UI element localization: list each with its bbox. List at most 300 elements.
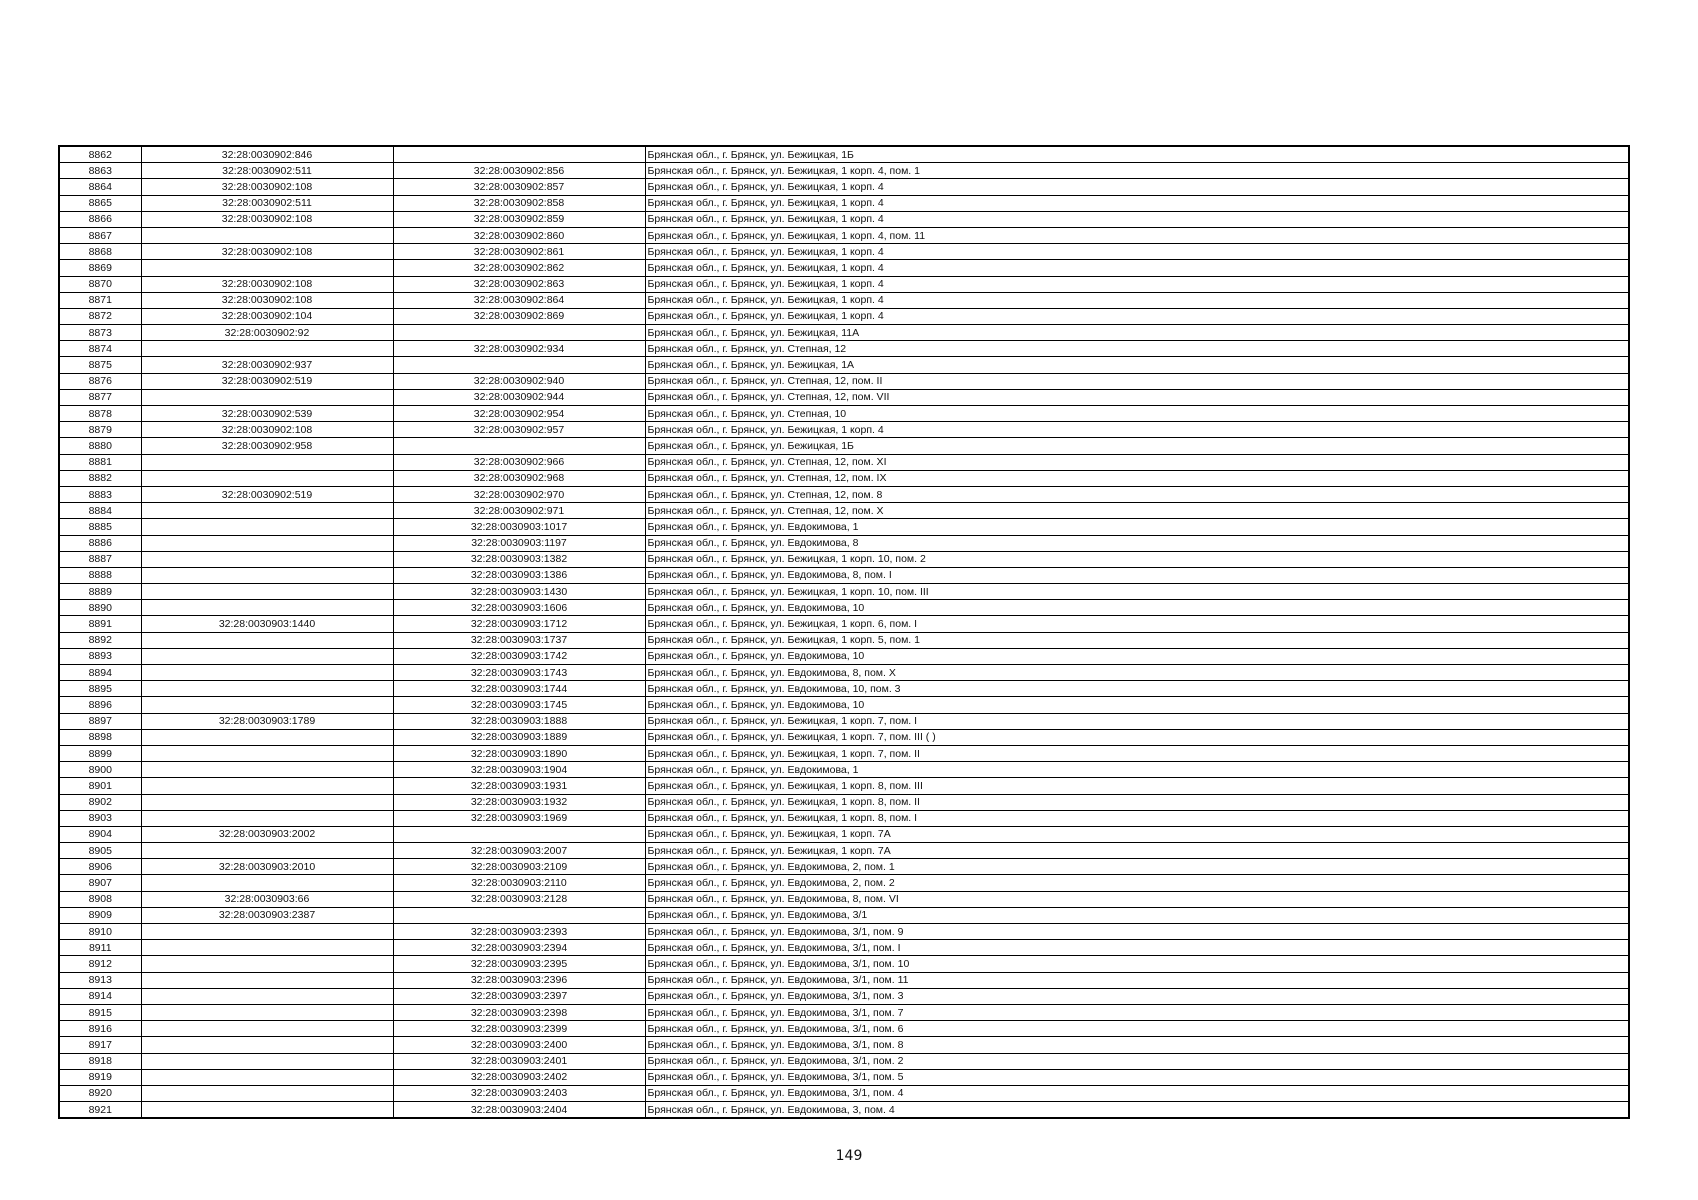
premises-cadastral-number-cell: 32:28:0030903:1931 [393,778,645,794]
address-cell: Брянская обл., г. Брянск, ул. Бежицкая, 1 корп. 4 [645,308,1629,324]
premises-cadastral-number-cell: 32:28:0030902:944 [393,389,645,405]
row-number-cell: 8868 [59,244,141,260]
table-row [59,373,1629,389]
table-row [59,697,1629,713]
premises-cadastral-number-cell: 32:28:0030903:2007 [393,843,645,859]
table-row [59,859,1629,875]
address-cell: Брянская обл., г. Брянск, ул. Евдокимова, 3/1, пом. I [645,940,1629,956]
table-row [59,810,1629,826]
table-row [59,195,1629,211]
table-row [59,551,1629,567]
address-cell: Брянская обл., г. Брянск, ул. Евдокимова, 8 [645,535,1629,551]
cadastral-number-cell [141,940,393,956]
address-cell: Брянская обл., г. Брянск, ул. Евдокимова, 3/1, пом. 10 [645,956,1629,972]
cadastral-number-cell [141,567,393,583]
cadastral-number-cell [141,600,393,616]
address-cell: Брянская обл., г. Брянск, ул. Степная, 12, пом. X [645,503,1629,519]
address-cell: Брянская обл., г. Брянск, ул. Бежицкая, 1 корп. 4 [645,179,1629,195]
cadastral-number-cell [141,810,393,826]
row-number-cell: 8903 [59,810,141,826]
address-cell: Брянская обл., г. Брянск, ул. Степная, 10 [645,406,1629,422]
row-number-cell: 8874 [59,341,141,357]
cadastral-number-cell: 32:28:0030902:511 [141,163,393,179]
cadastral-number-cell [141,681,393,697]
premises-cadastral-number-cell: 32:28:0030902:860 [393,227,645,243]
address-cell: Брянская обл., г. Брянск, ул. Степная, 12, пом. 8 [645,486,1629,502]
table-row [59,1053,1629,1069]
row-number-cell: 8906 [59,859,141,875]
cadastral-number-cell [141,260,393,276]
table-row [59,325,1629,341]
address-cell: Брянская обл., г. Брянск, ул. Евдокимова, 8, пом. VI [645,891,1629,907]
cadastral-number-cell [141,956,393,972]
cadastral-number-cell [141,632,393,648]
cadastral-number-cell: 32:28:0030903:66 [141,891,393,907]
row-number-cell: 8898 [59,729,141,745]
address-cell: Брянская обл., г. Брянск, ул. Степная, 12, пом. VII [645,389,1629,405]
table-row [59,389,1629,405]
table-row [59,648,1629,664]
row-number-cell: 8895 [59,681,141,697]
address-cell: Брянская обл., г. Брянск, ул. Евдокимова, 3, пом. 4 [645,1102,1629,1119]
table-row [59,584,1629,600]
table-row [59,794,1629,810]
premises-cadastral-number-cell: 32:28:0030903:1745 [393,697,645,713]
row-number-cell: 8909 [59,907,141,923]
address-cell: Брянская обл., г. Брянск, ул. Бежицкая, 1 корп. 8, пом. III [645,778,1629,794]
premises-cadastral-number-cell: 32:28:0030902:864 [393,292,645,308]
cadastral-number-cell: 32:28:0030902:519 [141,373,393,389]
premises-cadastral-number-cell: 32:28:0030902:856 [393,163,645,179]
cadastral-number-cell: 32:28:0030902:958 [141,438,393,454]
premises-cadastral-number-cell: 32:28:0030903:1744 [393,681,645,697]
table-row [59,276,1629,292]
row-number-cell: 8893 [59,648,141,664]
cadastral-number-cell [141,470,393,486]
premises-cadastral-number-cell: 32:28:0030902:940 [393,373,645,389]
table-row [59,260,1629,276]
row-number-cell: 8879 [59,422,141,438]
cadastral-number-cell [141,1021,393,1037]
premises-cadastral-number-cell: 32:28:0030903:2404 [393,1102,645,1119]
row-number-cell: 8866 [59,211,141,227]
cadastral-number-cell: 32:28:0030902:108 [141,276,393,292]
premises-cadastral-number-cell: 32:28:0030903:1969 [393,810,645,826]
address-cell: Брянская обл., г. Брянск, ул. Евдокимова, 2, пом. 2 [645,875,1629,891]
row-number-cell: 8869 [59,260,141,276]
address-cell: Брянская обл., г. Брянск, ул. Евдокимова, 3/1, пом. 5 [645,1069,1629,1085]
table-row [59,535,1629,551]
table-row [59,665,1629,681]
row-number-cell: 8876 [59,373,141,389]
table-row [59,1085,1629,1101]
premises-cadastral-number-cell: 32:28:0030903:2109 [393,859,645,875]
cadastral-number-cell [141,1085,393,1101]
premises-cadastral-number-cell [393,146,645,163]
address-cell: Брянская обл., г. Брянск, ул. Евдокимова, 1 [645,519,1629,535]
cadastral-number-cell [141,1069,393,1085]
address-cell: Брянская обл., г. Брянск, ул. Бежицкая, 1Б [645,438,1629,454]
table-row [59,244,1629,260]
cadastral-number-cell: 32:28:0030902:104 [141,308,393,324]
cadastral-number-cell: 32:28:0030902:108 [141,422,393,438]
premises-cadastral-number-cell: 32:28:0030902:869 [393,308,645,324]
row-number-cell: 8905 [59,843,141,859]
cadastral-number-cell [141,227,393,243]
table-row [59,713,1629,729]
row-number-cell: 8902 [59,794,141,810]
cadastral-number-cell [141,794,393,810]
row-number-cell: 8919 [59,1069,141,1085]
table-row [59,179,1629,195]
cadastral-number-cell [141,551,393,567]
address-cell: Брянская обл., г. Брянск, ул. Степная, 12 [645,341,1629,357]
premises-cadastral-number-cell: 32:28:0030903:2394 [393,940,645,956]
table-row [59,778,1629,794]
address-cell: Брянская обл., г. Брянск, ул. Бежицкая, 1 корп. 4 [645,244,1629,260]
address-cell: Брянская обл., г. Брянск, ул. Евдокимова, 10, пом. 3 [645,681,1629,697]
cadastral-number-cell [141,778,393,794]
address-cell: Брянская обл., г. Брянск, ул. Бежицкая, 1А [645,357,1629,373]
row-number-cell: 8899 [59,745,141,761]
cadastral-number-cell [141,762,393,778]
premises-cadastral-number-cell: 32:28:0030902:934 [393,341,645,357]
address-cell: Брянская обл., г. Брянск, ул. Евдокимова, 3/1, пом. 9 [645,924,1629,940]
registry-table [58,145,1630,1119]
address-cell: Брянская обл., г. Брянск, ул. Бежицкая, 1 корп. 10, пом. 2 [645,551,1629,567]
premises-cadastral-number-cell: 32:28:0030902:863 [393,276,645,292]
premises-cadastral-number-cell: 32:28:0030903:1386 [393,567,645,583]
row-number-cell: 8913 [59,972,141,988]
table-row [59,972,1629,988]
row-number-cell: 8914 [59,988,141,1004]
address-cell: Брянская обл., г. Брянск, ул. Евдокимова, 3/1, пом. 8 [645,1037,1629,1053]
table-row [59,616,1629,632]
table-row [59,891,1629,907]
cadastral-number-cell [141,988,393,1004]
address-cell: Брянская обл., г. Брянск, ул. Бежицкая, 1 корп. 7А [645,826,1629,842]
premises-cadastral-number-cell: 32:28:0030903:1712 [393,616,645,632]
cadastral-number-cell: 32:28:0030902:937 [141,357,393,373]
table-row [59,826,1629,842]
premises-cadastral-number-cell: 32:28:0030903:2393 [393,924,645,940]
cadastral-number-cell [141,745,393,761]
address-cell: Брянская обл., г. Брянск, ул. Бежицкая, 1 корп. 8, пом. II [645,794,1629,810]
premises-cadastral-number-cell: 32:28:0030902:966 [393,454,645,470]
premises-cadastral-number-cell: 32:28:0030902:954 [393,406,645,422]
row-number-cell: 8916 [59,1021,141,1037]
cadastral-number-cell [141,1037,393,1053]
premises-cadastral-number-cell: 32:28:0030903:1743 [393,665,645,681]
cadastral-number-cell [141,389,393,405]
row-number-cell: 8920 [59,1085,141,1101]
premises-cadastral-number-cell: 32:28:0030902:968 [393,470,645,486]
cadastral-number-cell [141,1053,393,1069]
table-row [59,470,1629,486]
row-number-cell: 8918 [59,1053,141,1069]
cadastral-number-cell: 32:28:0030902:108 [141,244,393,260]
row-number-cell: 8901 [59,778,141,794]
address-cell: Брянская обл., г. Брянск, ул. Бежицкая, 11А [645,325,1629,341]
row-number-cell: 8911 [59,940,141,956]
cadastral-number-cell: 32:28:0030902:108 [141,179,393,195]
cadastral-number-cell: 32:28:0030903:1789 [141,713,393,729]
premises-cadastral-number-cell: 32:28:0030903:2398 [393,1004,645,1020]
premises-cadastral-number-cell: 32:28:0030903:1742 [393,648,645,664]
cadastral-number-cell [141,1004,393,1020]
premises-cadastral-number-cell [393,325,645,341]
cadastral-number-cell [141,924,393,940]
table-row [59,163,1629,179]
premises-cadastral-number-cell: 32:28:0030902:859 [393,211,645,227]
address-cell: Брянская обл., г. Брянск, ул. Бежицкая, 1Б [645,146,1629,163]
row-number-cell: 8878 [59,406,141,422]
table-row [59,503,1629,519]
table-row [59,422,1629,438]
address-cell: Брянская обл., г. Брянск, ул. Степная, 12, пом. XI [645,454,1629,470]
premises-cadastral-number-cell: 32:28:0030903:2128 [393,891,645,907]
premises-cadastral-number-cell: 32:28:0030903:1017 [393,519,645,535]
address-cell: Брянская обл., г. Брянск, ул. Евдокимова, 2, пом. 1 [645,859,1629,875]
cadastral-number-cell [141,697,393,713]
table-row [59,438,1629,454]
premises-cadastral-number-cell: 32:28:0030903:1737 [393,632,645,648]
address-cell: Брянская обл., г. Брянск, ул. Бежицкая, 1 корп. 5, пом. 1 [645,632,1629,648]
address-cell: Брянская обл., г. Брянск, ул. Бежицкая, 1 корп. 7, пом. II [645,745,1629,761]
address-cell: Брянская обл., г. Брянск, ул. Степная, 12, пом. IX [645,470,1629,486]
address-cell: Брянская обл., г. Брянск, ул. Бежицкая, 1 корп. 7, пом. III ( ) [645,729,1629,745]
cadastral-number-cell: 32:28:0030903:2387 [141,907,393,923]
row-number-cell: 8882 [59,470,141,486]
row-number-cell: 8889 [59,584,141,600]
row-number-cell: 8884 [59,503,141,519]
row-number-cell: 8910 [59,924,141,940]
address-cell: Брянская обл., г. Брянск, ул. Бежицкая, 1 корп. 4 [645,422,1629,438]
table-row [59,1102,1629,1119]
row-number-cell: 8864 [59,179,141,195]
row-number-cell: 8863 [59,163,141,179]
address-cell: Брянская обл., г. Брянск, ул. Евдокимова, 3/1, пом. 3 [645,988,1629,1004]
cadastral-number-cell: 32:28:0030902:846 [141,146,393,163]
page-number: 149 [835,1148,863,1164]
premises-cadastral-number-cell [393,438,645,454]
cadastral-number-cell: 32:28:0030902:511 [141,195,393,211]
table-row [59,1004,1629,1020]
premises-cadastral-number-cell: 32:28:0030902:857 [393,179,645,195]
cadastral-number-cell: 32:28:0030903:2010 [141,859,393,875]
address-cell: Брянская обл., г. Брянск, ул. Евдокимова, 3/1, пом. 2 [645,1053,1629,1069]
table-row [59,357,1629,373]
premises-cadastral-number-cell: 32:28:0030903:1430 [393,584,645,600]
premises-cadastral-number-cell [393,357,645,373]
cadastral-number-cell [141,729,393,745]
premises-cadastral-number-cell: 32:28:0030903:2396 [393,972,645,988]
address-cell: Брянская обл., г. Брянск, ул. Евдокимова, 3/1 [645,907,1629,923]
table-row [59,729,1629,745]
row-number-cell: 8883 [59,486,141,502]
address-cell: Брянская обл., г. Брянск, ул. Бежицкая, 1 корп. 4 [645,260,1629,276]
row-number-cell: 8871 [59,292,141,308]
cadastral-number-cell [141,535,393,551]
row-number-cell: 8891 [59,616,141,632]
address-cell: Брянская обл., г. Брянск, ул. Евдокимова, 3/1, пом. 7 [645,1004,1629,1020]
row-number-cell: 8887 [59,551,141,567]
cadastral-number-cell [141,454,393,470]
row-number-cell: 8897 [59,713,141,729]
row-number-cell: 8881 [59,454,141,470]
table-row [59,454,1629,470]
premises-cadastral-number-cell: 32:28:0030903:1888 [393,713,645,729]
cadastral-number-cell [141,665,393,681]
address-cell: Брянская обл., г. Брянск, ул. Бежицкая, 1 корп. 4 [645,292,1629,308]
premises-cadastral-number-cell [393,907,645,923]
address-cell: Брянская обл., г. Брянск, ул. Евдокимова, 10 [645,648,1629,664]
row-number-cell: 8890 [59,600,141,616]
table-row [59,875,1629,891]
row-number-cell: 8872 [59,308,141,324]
premises-cadastral-number-cell: 32:28:0030903:2400 [393,1037,645,1053]
row-number-cell: 8900 [59,762,141,778]
row-number-cell: 8894 [59,665,141,681]
row-number-cell: 8862 [59,146,141,163]
premises-cadastral-number-cell: 32:28:0030903:2401 [393,1053,645,1069]
row-number-cell: 8885 [59,519,141,535]
cadastral-number-cell [141,341,393,357]
premises-cadastral-number-cell: 32:28:0030903:1382 [393,551,645,567]
row-number-cell: 8912 [59,956,141,972]
cadastral-number-cell: 32:28:0030902:108 [141,211,393,227]
row-number-cell: 8915 [59,1004,141,1020]
premises-cadastral-number-cell [393,826,645,842]
cadastral-number-cell: 32:28:0030903:1440 [141,616,393,632]
row-number-cell: 8917 [59,1037,141,1053]
row-number-cell: 8886 [59,535,141,551]
table-row [59,907,1629,923]
address-cell: Брянская обл., г. Брянск, ул. Евдокимова, 3/1, пом. 11 [645,972,1629,988]
address-cell: Брянская обл., г. Брянск, ул. Бежицкая, 1 корп. 4 [645,195,1629,211]
cadastral-number-cell [141,972,393,988]
premises-cadastral-number-cell: 32:28:0030903:1890 [393,745,645,761]
cadastral-number-cell [141,584,393,600]
premises-cadastral-number-cell: 32:28:0030903:1889 [393,729,645,745]
row-number-cell: 8870 [59,276,141,292]
table-row [59,146,1629,163]
address-cell: Брянская обл., г. Брянск, ул. Евдокимова, 10 [645,697,1629,713]
address-cell: Брянская обл., г. Брянск, ул. Бежицкая, 1 корп. 4, пом. 1 [645,163,1629,179]
address-cell: Брянская обл., г. Брянск, ул. Бежицкая, 1 корп. 7, пом. I [645,713,1629,729]
cadastral-number-cell: 32:28:0030902:539 [141,406,393,422]
cadastral-number-cell [141,519,393,535]
row-number-cell: 8880 [59,438,141,454]
premises-cadastral-number-cell: 32:28:0030903:2110 [393,875,645,891]
address-cell: Брянская обл., г. Брянск, ул. Бежицкая, 1 корп. 10, пом. III [645,584,1629,600]
address-cell: Брянская обл., г. Брянск, ул. Степная, 12, пом. II [645,373,1629,389]
row-number-cell: 8877 [59,389,141,405]
registry-table-body [59,146,1629,1118]
row-number-cell: 8904 [59,826,141,842]
address-cell: Брянская обл., г. Брянск, ул. Бежицкая, 1 корп. 6, пом. I [645,616,1629,632]
cadastral-number-cell [141,1102,393,1119]
row-number-cell: 8888 [59,567,141,583]
premises-cadastral-number-cell: 32:28:0030903:1904 [393,762,645,778]
table-row [59,406,1629,422]
table-row [59,308,1629,324]
table-row [59,211,1629,227]
premises-cadastral-number-cell: 32:28:0030903:1932 [393,794,645,810]
cadastral-number-cell: 32:28:0030902:92 [141,325,393,341]
address-cell: Брянская обл., г. Брянск, ул. Бежицкая, 1 корп. 4 [645,276,1629,292]
row-number-cell: 8892 [59,632,141,648]
table-row [59,567,1629,583]
premises-cadastral-number-cell: 32:28:0030902:970 [393,486,645,502]
table-row [59,988,1629,1004]
table-row [59,519,1629,535]
table-row [59,341,1629,357]
premises-cadastral-number-cell: 32:28:0030903:2403 [393,1085,645,1101]
table-row [59,486,1629,502]
premises-cadastral-number-cell: 32:28:0030903:2397 [393,988,645,1004]
row-number-cell: 8867 [59,227,141,243]
address-cell: Брянская обл., г. Брянск, ул. Бежицкая, 1 корп. 4 [645,211,1629,227]
table-row [59,1037,1629,1053]
premises-cadastral-number-cell: 32:28:0030903:2399 [393,1021,645,1037]
row-number-cell: 8896 [59,697,141,713]
address-cell: Брянская обл., г. Брянск, ул. Евдокимова, 3/1, пом. 6 [645,1021,1629,1037]
premises-cadastral-number-cell: 32:28:0030902:858 [393,195,645,211]
table-row [59,940,1629,956]
cadastral-number-cell [141,503,393,519]
premises-cadastral-number-cell: 32:28:0030903:2402 [393,1069,645,1085]
row-number-cell: 8875 [59,357,141,373]
premises-cadastral-number-cell: 32:28:0030902:861 [393,244,645,260]
cadastral-number-cell: 32:28:0030902:108 [141,292,393,308]
premises-cadastral-number-cell: 32:28:0030903:1606 [393,600,645,616]
address-cell: Брянская обл., г. Брянск, ул. Бежицкая, 1 корп. 8, пом. I [645,810,1629,826]
premises-cadastral-number-cell: 32:28:0030902:957 [393,422,645,438]
premises-cadastral-number-cell: 32:28:0030903:1197 [393,535,645,551]
table-row [59,1069,1629,1085]
row-number-cell: 8865 [59,195,141,211]
table-row [59,762,1629,778]
table-row [59,924,1629,940]
table-row [59,600,1629,616]
address-cell: Брянская обл., г. Брянск, ул. Евдокимова, 8, пом. X [645,665,1629,681]
address-cell: Брянская обл., г. Брянск, ул. Бежицкая, 1 корп. 4, пом. 11 [645,227,1629,243]
premises-cadastral-number-cell: 32:28:0030903:2395 [393,956,645,972]
cadastral-number-cell: 32:28:0030902:519 [141,486,393,502]
table-row [59,681,1629,697]
address-cell: Брянская обл., г. Брянск, ул. Бежицкая, 1 корп. 7А [645,843,1629,859]
premises-cadastral-number-cell: 32:28:0030902:971 [393,503,645,519]
cadastral-number-cell [141,843,393,859]
table-row [59,745,1629,761]
address-cell: Брянская обл., г. Брянск, ул. Евдокимова, 1 [645,762,1629,778]
address-cell: Брянская обл., г. Брянск, ул. Евдокимова, 8, пом. I [645,567,1629,583]
address-cell: Брянская обл., г. Брянск, ул. Евдокимова, 3/1, пом. 4 [645,1085,1629,1101]
address-cell: Брянская обл., г. Брянск, ул. Евдокимова, 10 [645,600,1629,616]
table-row [59,632,1629,648]
row-number-cell: 8873 [59,325,141,341]
premises-cadastral-number-cell: 32:28:0030902:862 [393,260,645,276]
row-number-cell: 8921 [59,1102,141,1119]
table-row [59,1021,1629,1037]
table-row [59,227,1629,243]
cadastral-number-cell [141,875,393,891]
cadastral-number-cell: 32:28:0030903:2002 [141,826,393,842]
table-row [59,292,1629,308]
cadastral-number-cell [141,648,393,664]
table-row [59,843,1629,859]
